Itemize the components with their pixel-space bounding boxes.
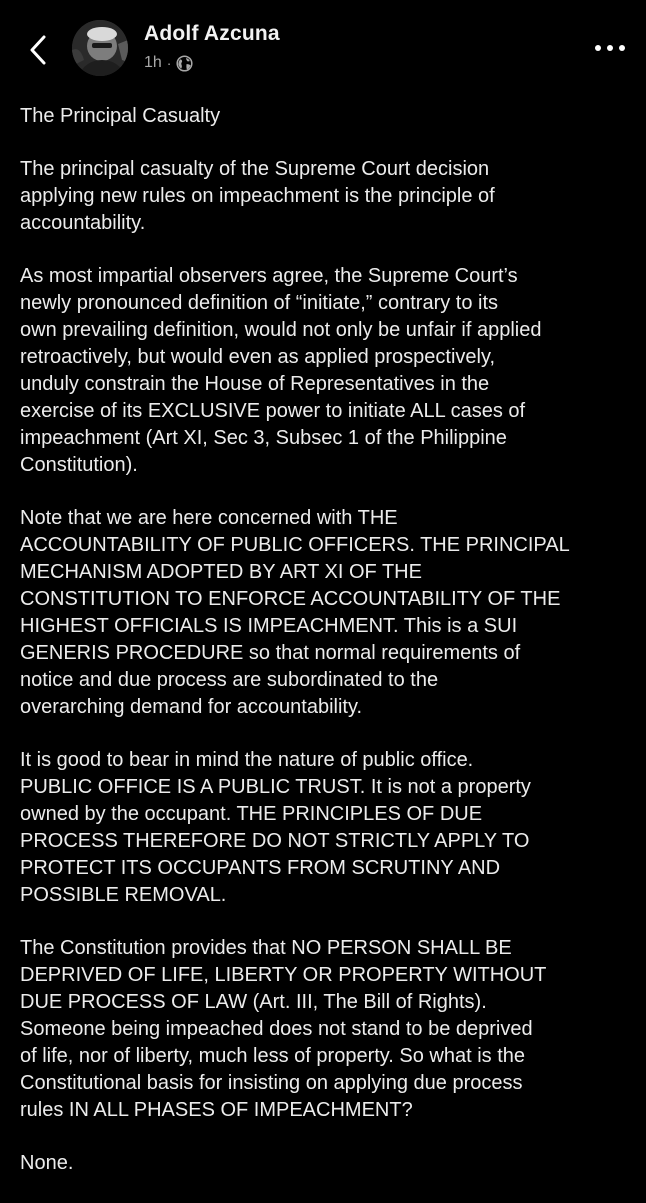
post-paragraph: As most impartial observers agree, the Supreme Court’s newly pronounced definition of “initiate,” contrary to its own prevailing definition, would not only be unfair if applied retroactively, but would even as applied prospectively, unduly constrain the House of Representatives in the exercise of its EXCLUSIVE power to initiate ALL cases of impeachment (Art XI, Sec 3, Subsec 1 of the Philippine Constitution). — [20, 265, 542, 476]
chevron-left-icon — [28, 34, 48, 66]
bottom-edge — [0, 1186, 646, 1200]
post-paragraph: The principal casualty of the Supreme Court decision applying new rules on impeachment is the principle of accountability. — [20, 158, 495, 234]
post-paragraph: Note that we are here concerned with THE ACCOUNTABILITY OF PUBLIC OFFICERS. THE PRINCIPAL MECHANISM ADOPTED BY ART XI OF THE CONSTITUTION TO ENFORCE ACCOUNTABILITY OF THE HIGHEST OFFICIALS IS IMPEACHMENT. This is a SUI GENERIS PROCEDURE so that normal requirements of notice and due process are subordinated to the overarching demand for accountability. — [20, 507, 570, 718]
post-title: The Principal Casualty — [20, 105, 221, 127]
post-paragraph: The Constitution provides that NO PERSON SHALL BE DEPRIVED OF LIFE, LIBERTY OR PROPERTY WITHOUT DUE PROCESS OF LAW (Art. III, The Bill of Rights). Someone being impeached does not stand to be deprived of life, nor of liberty, much less of property. So what is the Constitutional basis for insisting on applying due process rules IN ALL PHASES OF IMPEACHMENT? — [20, 937, 547, 1121]
avatar-image — [72, 20, 128, 76]
post-timestamp[interactable]: 1h — [144, 54, 162, 71]
post-header — [0, 0, 646, 100]
more-horizontal-icon — [593, 44, 627, 52]
post-paragraph: It is good to bear in mind the nature of public office. PUBLIC OFFICE IS A PUBLIC TRUST. It is not a property owned by the occupant. THE PRINCIPLES OF DUE PROCESS THEREFORE DO NOT STRICTLY APPLY TO PROTECT ITS OCCUPANTS FROM SCRUTINY AND POSSIBLE REMOVAL. — [20, 749, 531, 906]
author-avatar[interactable] — [72, 20, 128, 76]
author-name[interactable]: Adolf Azcuna — [144, 22, 280, 45]
back-button[interactable] — [20, 30, 56, 70]
post-body — [20, 103, 636, 1203]
globe-icon[interactable] — [176, 55, 193, 72]
post-paragraph: None. — [20, 1152, 74, 1174]
post-meta — [144, 53, 193, 73]
more-options-button[interactable] — [590, 36, 630, 60]
meta-separator: · — [166, 55, 172, 71]
